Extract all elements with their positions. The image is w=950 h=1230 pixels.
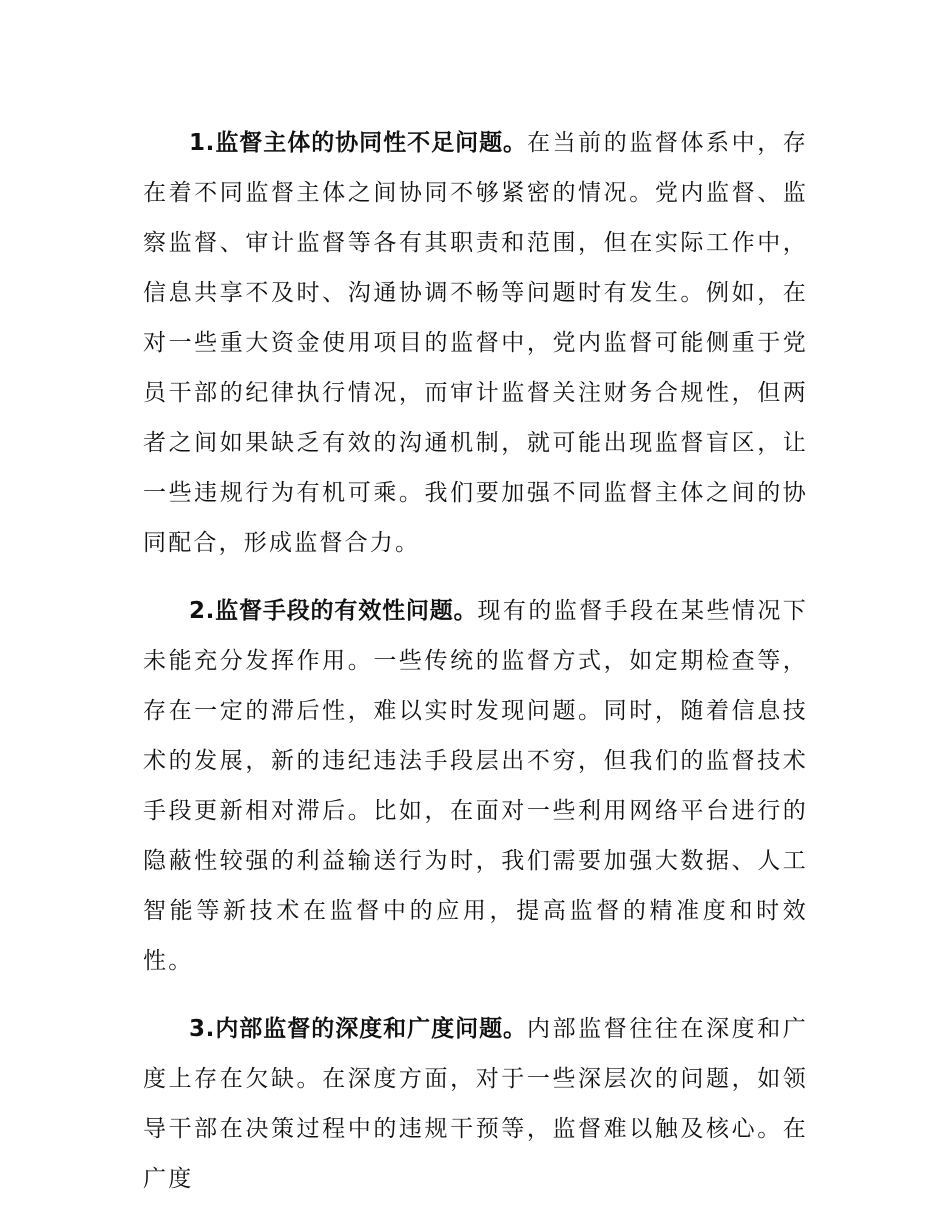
paragraph-3-text: 内部监督往往在深度和广度上存在欠缺。在深度方面，对于一些深层次的问题，如领导干部在决策过程中的违规干预等，监督难以触及核心。在广度 bbox=[143, 1016, 809, 1192]
paragraph-3-heading: 3.内部监督的深度和广度问题。 bbox=[189, 1016, 528, 1042]
paragraph-1 bbox=[143, 118, 808, 568]
paragraph-2 bbox=[143, 586, 808, 986]
paragraph-1-heading: 1.监督主体的协同性不足问题。 bbox=[189, 130, 528, 156]
document-body bbox=[143, 118, 808, 1204]
paragraph-2-text: 现有的监督手段在某些情况下未能充分发挥作用。一些传统的监督方式，如定期检查等，存在一定的滞后性，难以实时发现问题。同时，随着信息技术的发展，新的违纪违法手段层出不穷，但我们的监督技术手段更新相对滞后。比如，在面对一些利用网络平台进行的隐蔽性较强的利益输送行为时，我们需要加强大数据、人工智能等新技术在监督中的应用，提高监督的精准度和时效性。 bbox=[143, 598, 808, 974]
paragraph-2-heading: 2.监督手段的有效性问题。 bbox=[189, 598, 478, 624]
paragraph-1-text: 在当前的监督体系中，存在着不同监督主体之间协同不够紧密的情况。党内监督、监察监督、审计监督等各有其职责和范围，但在实际工作中，信息共享不及时、沟通协调不畅等问题时有发生。例如，在对一些重大资金使用项目的监督中，党内监督可能侧重于党员干部的纪律执行情况，而审计监督关注财务合规性，但两者之间如果缺乏有效的沟通机制，就可能出现监督盲区，让一些违规行为有机可乘。我们要加强不同监督主体之间的协同配合，形成监督合力。 bbox=[143, 130, 809, 556]
paragraph-3 bbox=[143, 1004, 808, 1204]
